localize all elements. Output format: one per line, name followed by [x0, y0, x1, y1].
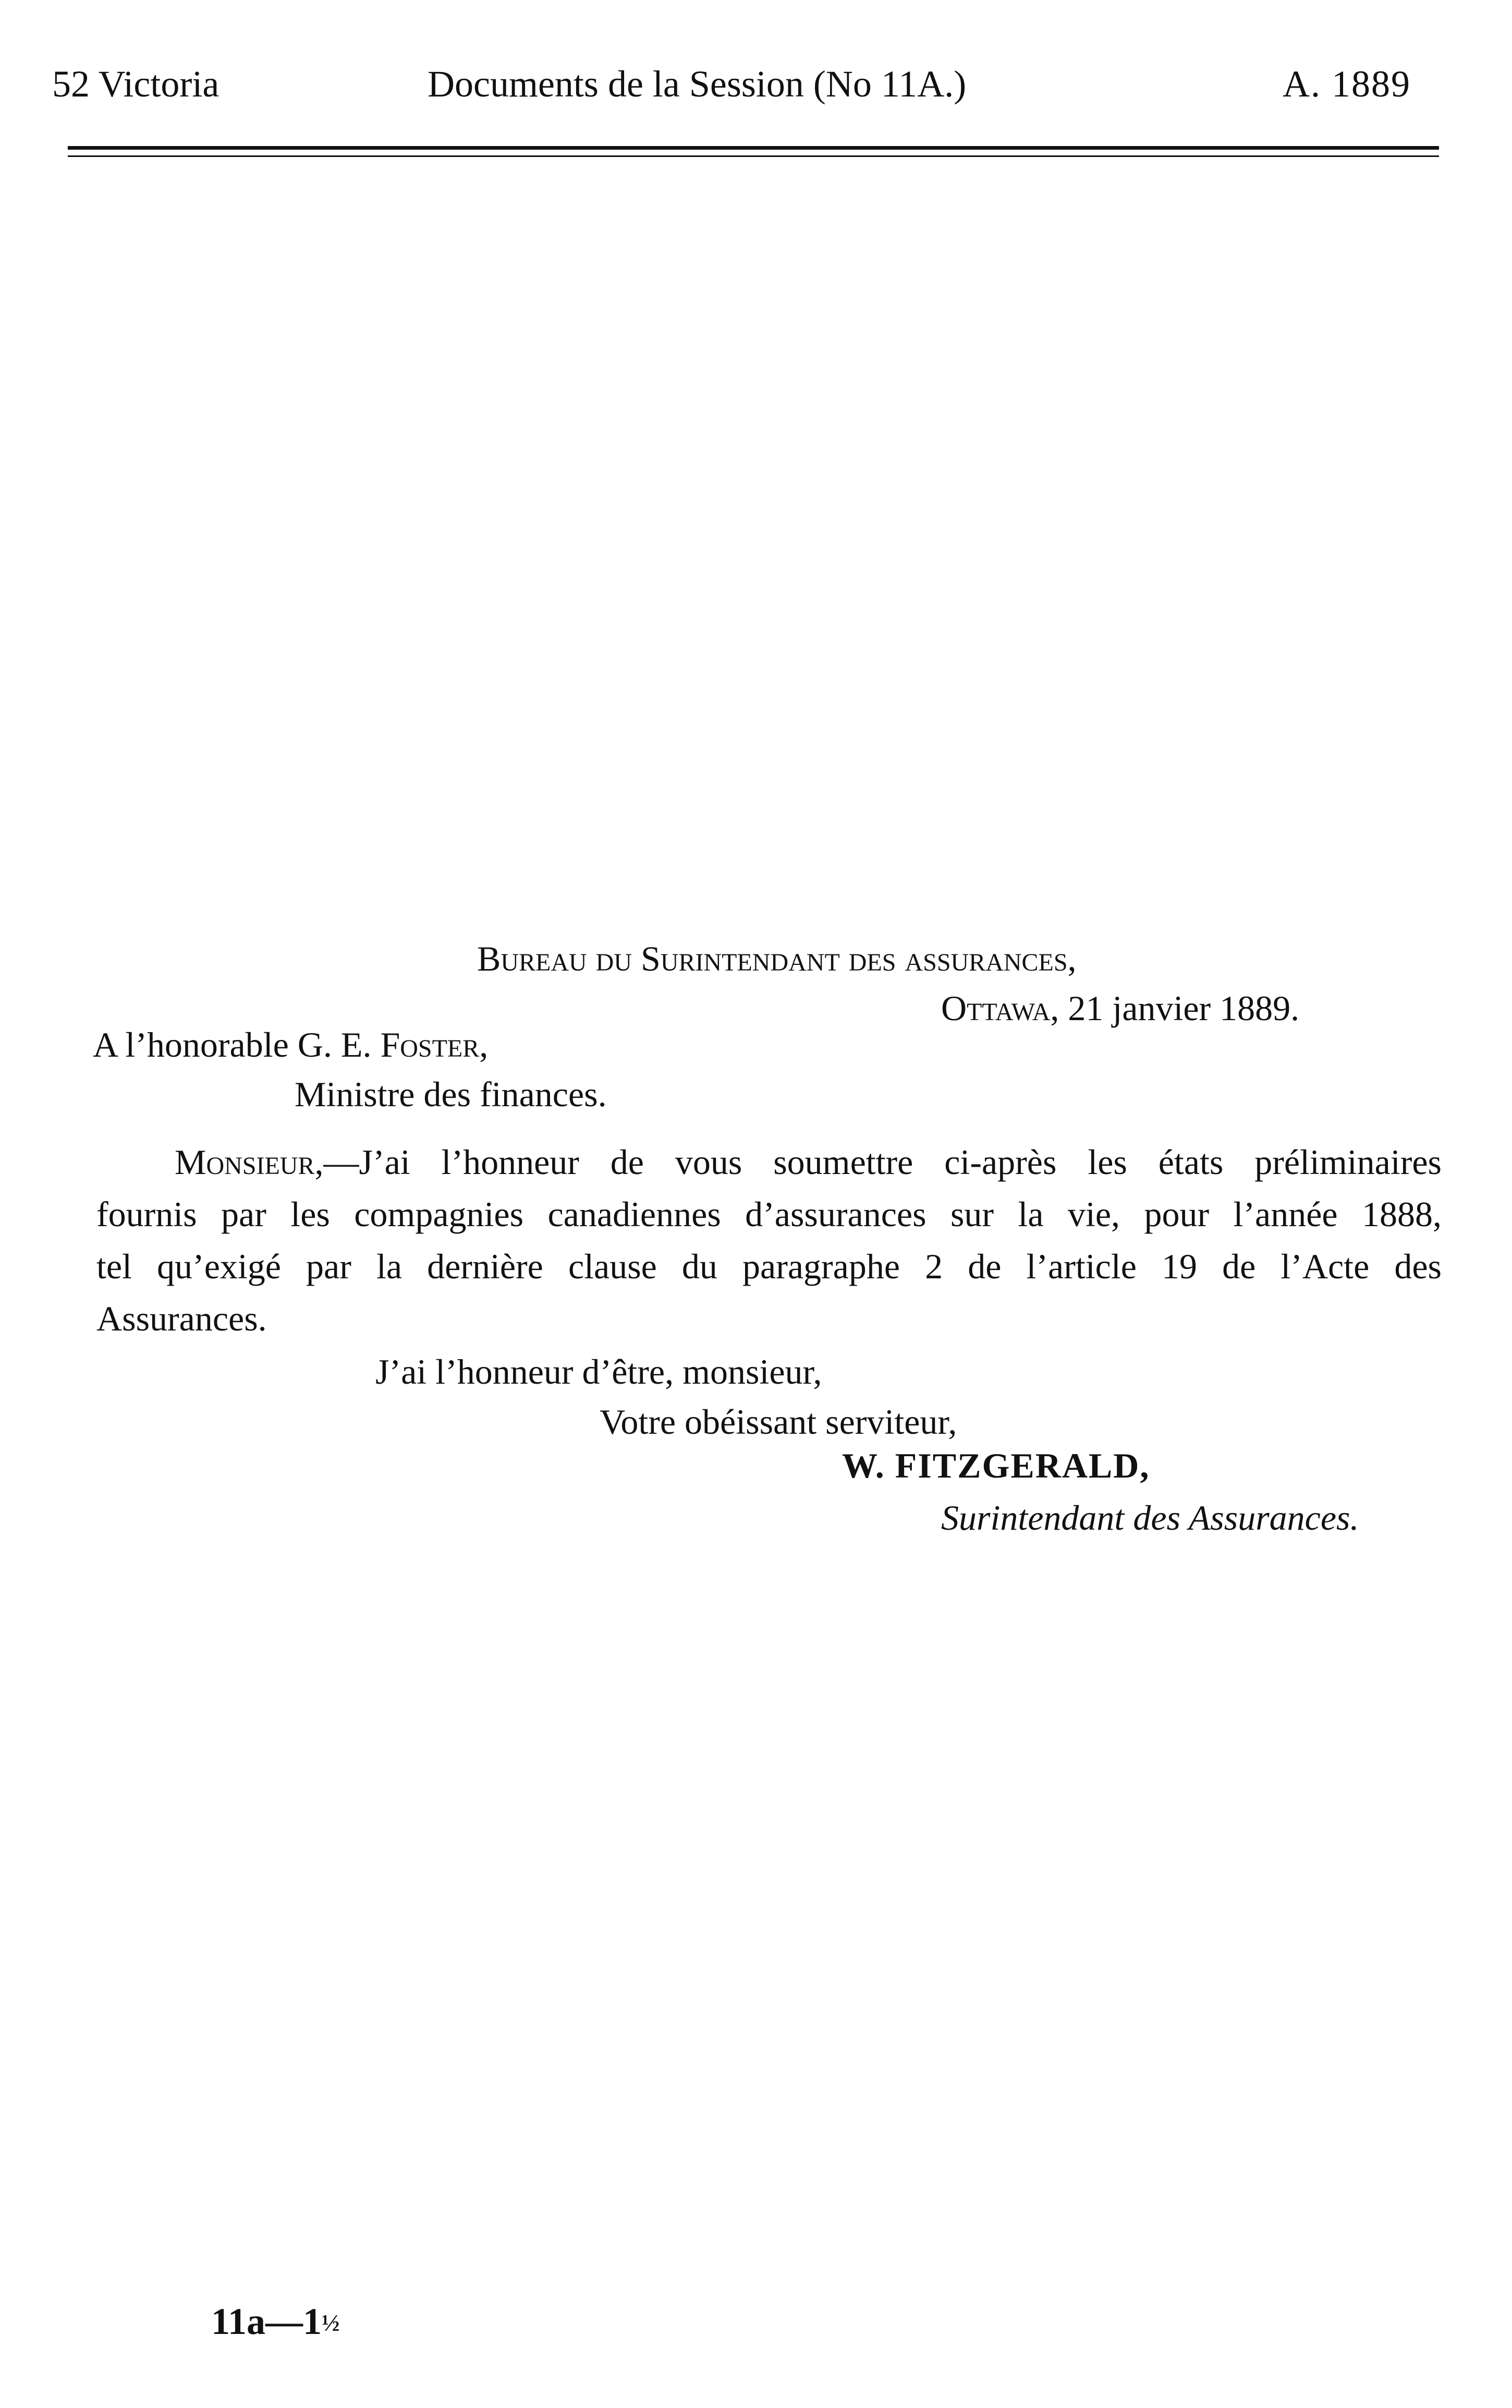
- footer-fraction: ½: [322, 2309, 340, 2336]
- signature: W. FITZGERALD,: [842, 1446, 1150, 1485]
- addressee-line: [93, 1020, 488, 1070]
- header-rule-thin: [68, 155, 1439, 157]
- addressee-title: Ministre des finances.: [295, 1074, 607, 1114]
- header-left: 52 Victoria: [52, 63, 220, 105]
- footer-code: [211, 2300, 340, 2343]
- servant-line: Votre obéissant serviteur,: [600, 1402, 957, 1442]
- addressee-name: Foster,: [380, 1025, 489, 1064]
- body-line: Assurances.: [96, 1299, 267, 1338]
- body-line: tel qu’exigé par la dernière clause du paragraphe 2 de l’article 19 de l’Acte des: [96, 1247, 1442, 1286]
- place-city: Ottawa,: [941, 988, 1059, 1028]
- header-right: A. 1889: [1283, 63, 1411, 105]
- body-line: Monsieur,—J’ai l’honneur de vous soumettre ci-après les états préliminaires: [175, 1142, 1442, 1182]
- body-line: fournis par les compagnies canadiennes d’assurances sur la vie, pour l’année 1888,: [96, 1194, 1442, 1234]
- salutation: Monsieur,: [175, 1142, 324, 1182]
- header-center: Documents de la Session (No 11A.): [428, 63, 967, 105]
- letter-body: [96, 1136, 1442, 1345]
- signatory-title: Surintendant des Assurances.: [941, 1498, 1359, 1538]
- closing-line: J’ai l’honneur d’être, monsieur,: [375, 1352, 822, 1391]
- addressee-prefix: A l’honorable G. E.: [93, 1025, 381, 1064]
- place-date-line: [941, 983, 1299, 1033]
- place-date: 21 janvier 1889.: [1059, 988, 1300, 1028]
- header-rule-thick: [68, 146, 1439, 150]
- footer-code-text: 11a—1: [211, 2301, 322, 2342]
- bureau-line: Bureau du Surintendant des assurances,: [477, 939, 1077, 978]
